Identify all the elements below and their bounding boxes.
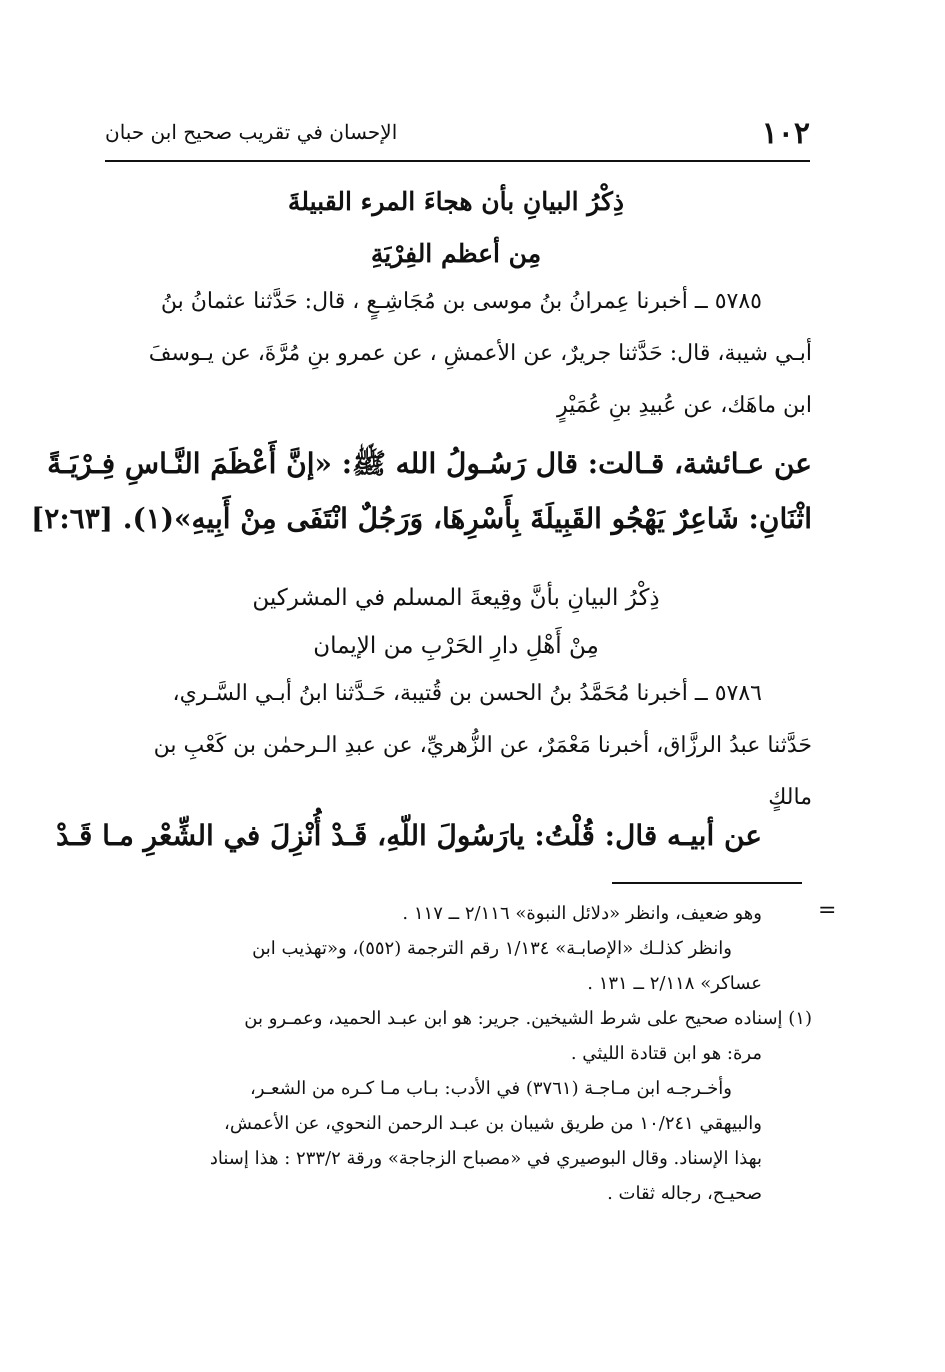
isnad-line: ٥٧٨٦ ــ أخبرنا مُحَمَّدُ بنُ الحسن بن قُتيبة، حَـدَّثنا ابنُ أبـي السَّـري،: [172, 681, 762, 706]
header-rule: [105, 160, 810, 162]
hadith-5786-matn: [56, 808, 812, 863]
page-number: ١٠٢: [761, 116, 810, 151]
page-header: [105, 112, 810, 162]
section-2-title: [100, 574, 812, 670]
footnote-rule: [612, 882, 802, 884]
hadith-5786-isnad: [100, 668, 812, 824]
footnote-line: وهو ضعيف، وانظر «دلائل النبوة» ٢/١١٦ ــ ١١٧ .: [402, 903, 762, 924]
footnote-line: وانظر كذلـك «الإصابـة» ١/١٣٤ رقم الترجمة (٥٥٢)، و«تهذيب ابن: [252, 938, 732, 959]
title-line: مِن أعظم الفِرْيَةِ: [370, 239, 542, 268]
footnote-line: والبيهقي ١٠/٢٤١ من طريق شيبان بن عبـد الرحمن النحوي، عن الأعمش،: [224, 1113, 762, 1134]
isnad-line: ٥٧٨٥ ــ أخبرنا عِمرانُ بنُ موسى بن مُجَاشِـعٍ ، قال: حَدَّثنا عثمانُ بنُ: [160, 289, 762, 314]
matn-line: اثْنَانِ: شَاعِرٌ يَهْجُو القَبِيلَةَ بِأَسْرِهَا، وَرَجُلٌ انْتَفَى مِنْ أَبِيهِ»(١). [٢:٦٣]: [31, 502, 812, 535]
title-line: مِنْ أَهْلِ دارِ الحَرْبِ من الإيمان: [313, 633, 599, 659]
footnotes: [100, 896, 812, 1211]
footnote-line: وأخـرجـه ابن مـاجـة (٣٧٦١) في الأدب: بـاب مـا كـره من الشعـر،: [250, 1078, 732, 1099]
hadith-5785-matn: [31, 436, 812, 546]
isnad-line: أبـي شيبة، قال: حَدَّثنا جريرٌ، عن الأعمشِ ، عن عمرو بنِ مُرَّةَ، عن يـوسفَ: [148, 341, 812, 366]
section-1-title: [100, 176, 812, 280]
footnote-line: بهذا الإسناد. وقال البوصيري في «مصباح الزجاجة» ورقة ٢٣٣/٢ : هذا إسناد: [209, 1148, 762, 1169]
footnote-line: مرة: هو ابن قتادة الليثي .: [570, 1043, 762, 1064]
isnad-line: حَدَّثنا عبدُ الرزَّاق، أخبرنا مَعْمَرٌ، عن الزُّهريِّ، عن عبدِ الـرحمٰن بن كَعْبِ بن: [153, 733, 812, 758]
footnote-line: (١) إسناده صحيح على شرط الشيخين. جرير: هو ابن عبـد الحميد، وعمـرو بن: [244, 1008, 812, 1029]
isnad-line: مالكٍ: [768, 785, 812, 810]
title-line: ذِكْرُ البيانِ بأن هجاءَ المرء القبيلةَ: [287, 187, 625, 216]
matn-line: عن أبيـه قال: قُلْتُ: يارَسُولَ اللّهِ، قَـدْ أُنْزِلَ في الشِّعْرِ مـا قَـدْ: [56, 819, 762, 852]
continuation-mark: =: [818, 898, 837, 923]
footnote-line: صحيـح، رجاله ثقات .: [607, 1183, 762, 1204]
running-title: الإحسان في تقريب صحيح ابن حبان: [105, 120, 398, 144]
hadith-5785-isnad: [100, 276, 812, 432]
footnote-line: عساكر» ٢/١١٨ ــ ١٣١ .: [587, 973, 762, 994]
title-line: ذِكْرُ البيانِ بأنَّ وقِيعةَ المسلم في المشركين: [252, 585, 660, 611]
matn-line: عن عـائشة، قـالت: قال رَسُـولُ الله ﷺ: «إنَّ أَعْظَمَ النَّـاسِ فِـرْيَـةً: [47, 447, 812, 480]
isnad-line: ابن ماهَك، عن عُبيدِ بنِ عُمَيْرٍ: [557, 393, 812, 418]
